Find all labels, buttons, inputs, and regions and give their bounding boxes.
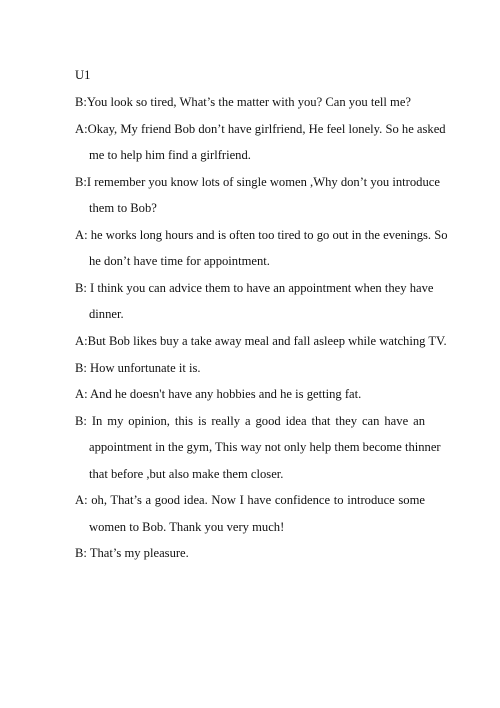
dialogue-line-4-cont: he don’t have time for appointment. (89, 254, 270, 268)
dialogue-line-2: A:Okay, My friend Bob don’t have girlfriend, He feel lonely. So he asked (75, 122, 446, 136)
unit-heading: U1 (75, 68, 91, 82)
dialogue-line-9: B: In my opinion, this is really a good idea that they can have an (75, 414, 425, 428)
dialogue-line-10-cont: women to Bob. Thank you very much! (89, 520, 285, 534)
dialogue-line-9-cont-1: appointment in the gym, This way not only help them become thinner (89, 440, 441, 454)
dialogue-line-2-cont: me to help him find a girlfriend. (89, 148, 251, 162)
dialogue-line-1: B:You look so tired, What’s the matter with you? Can you tell me? (75, 95, 412, 109)
dialogue-line-10: A: oh, That’s a good idea. Now I have confidence to introduce some (75, 493, 425, 507)
dialogue-line-4: A: he works long hours and is often too tired to go out in the evenings. So (75, 228, 448, 242)
dialogue-line-8: A: And he doesn't have any hobbies and he is getting fat. (75, 387, 362, 401)
dialogue-line-5-cont: dinner. (89, 307, 124, 321)
dialogue-line-3-cont: them to Bob? (89, 201, 157, 215)
dialogue-line-7: B: How unfortunate it is. (75, 361, 201, 375)
dialogue-line-3: B:I remember you know lots of single women ,Why don’t you introduce (75, 175, 440, 189)
dialogue-line-5: B: I think you can advice them to have an appointment when they have (75, 281, 434, 295)
dialogue-line-6: A:But Bob likes buy a take away meal and fall asleep while watching TV. (75, 334, 447, 348)
dialogue-line-11: B: That’s my pleasure. (75, 546, 189, 560)
dialogue-line-9-cont-2: that before ,but also make them closer. (89, 467, 284, 481)
